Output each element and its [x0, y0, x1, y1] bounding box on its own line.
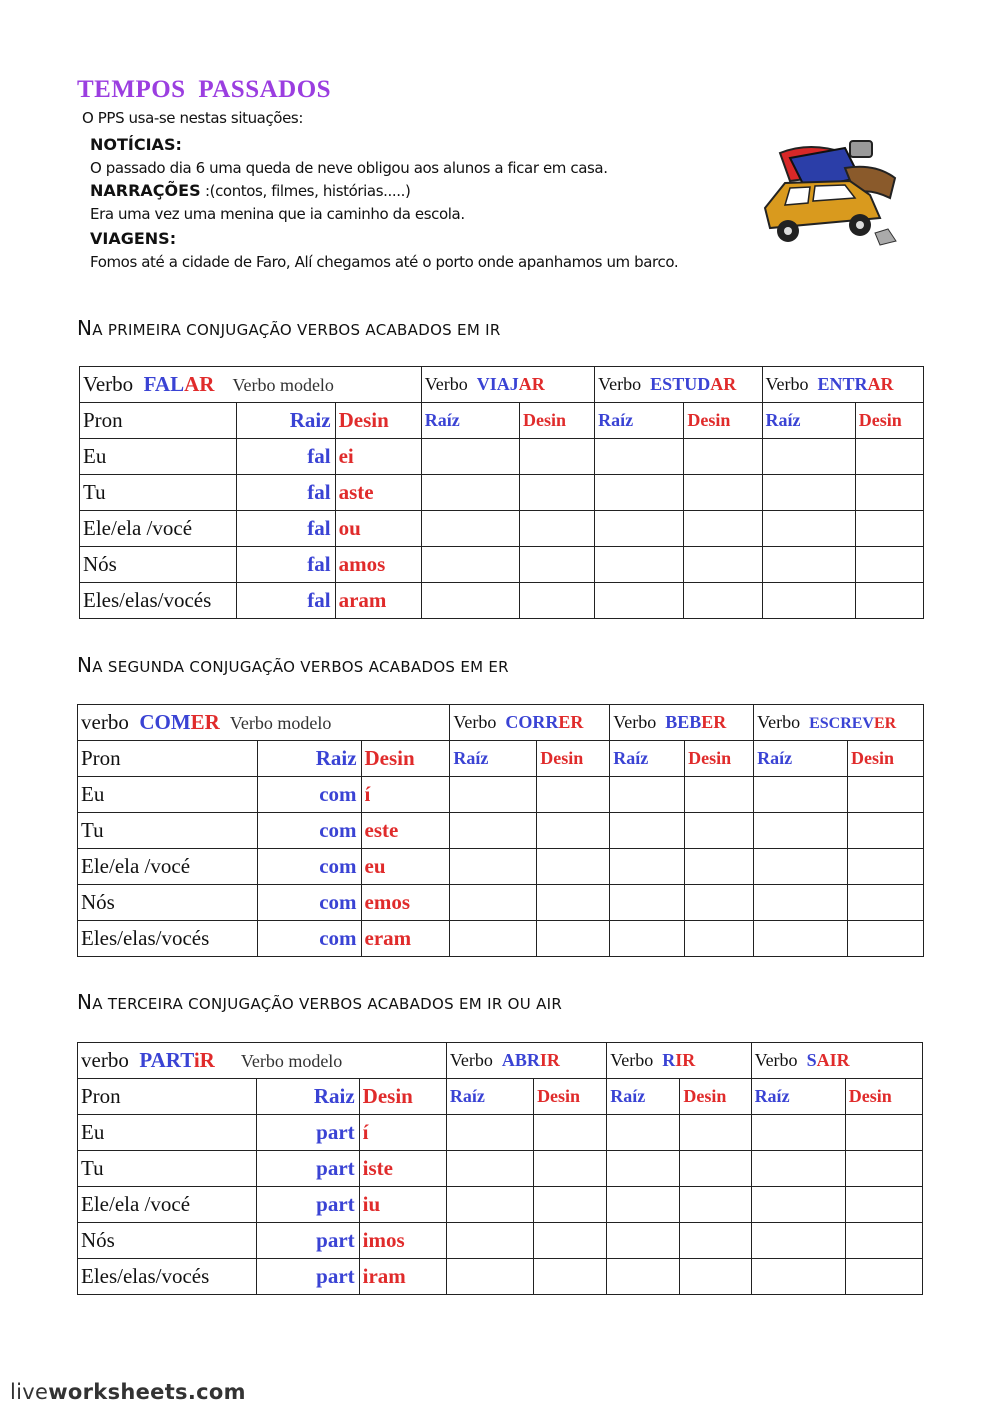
answer-cell[interactable] — [845, 1223, 922, 1259]
section-suffix: :(contos, filmes, histórias.....) — [200, 182, 411, 200]
answer-cell[interactable] — [751, 1223, 845, 1259]
answer-cell[interactable] — [446, 1223, 533, 1259]
table-row: Nós com emos — [78, 885, 924, 921]
answer-cell[interactable] — [421, 583, 519, 619]
answer-cell[interactable] — [845, 1187, 922, 1223]
answer-cell[interactable] — [762, 475, 855, 511]
answer-cell[interactable] — [855, 511, 923, 547]
table-row: Tu part iste — [78, 1151, 923, 1187]
answer-cell[interactable] — [607, 1115, 680, 1151]
answer-cell[interactable] — [845, 1115, 922, 1151]
section-noticias — [90, 133, 608, 180]
intro-text: O PPS usa-se nestas situações: — [82, 109, 303, 127]
answer-cell[interactable] — [520, 511, 595, 547]
conjugation-heading-3: NA TERCEIRA CONJUGAÇÃO VERBOS ACABADOS EM IR OU AIR — [77, 990, 563, 1014]
table-row: Eu part í — [78, 1115, 923, 1151]
answer-cell[interactable] — [607, 1223, 680, 1259]
answer-cell[interactable] — [762, 547, 855, 583]
car-with-luggage-icon — [750, 133, 900, 253]
conjugation-table-2: verbo COMER Verbo modelo Verbo CORRER Verbo BEBER Verbo ESCREVER Pron Raiz Desin Raíz Desin Raíz Desin Raíz Desin Eu com í Tu com este Ele/ela /vocé com eu Nós com emos Eles/elas/vocés com eram — [77, 704, 924, 957]
section-narracoes — [90, 179, 465, 226]
answer-cell[interactable] — [847, 885, 923, 921]
answer-cell[interactable] — [855, 547, 923, 583]
table-row: Tu com este — [78, 813, 924, 849]
answer-cell[interactable] — [762, 583, 855, 619]
conjugation-table-1: Verbo FALAR Verbo modelo Verbo VIAJAR Verbo ESTUDAR Verbo ENTRAR Pron Raiz Desin Raíz Desin Raíz Desin Raíz Desin Eu fal ei Tu fal aste Ele/ela /vocé fal ou Nós fal amos Eles/elas/vocés fal aram — [79, 366, 924, 619]
table-row: Eles/elas/vocés fal aram — [80, 583, 924, 619]
answer-cell[interactable] — [421, 547, 519, 583]
answer-cell[interactable] — [446, 1187, 533, 1223]
answer-cell[interactable] — [520, 475, 595, 511]
answer-cell[interactable] — [607, 1259, 680, 1295]
section-viagens — [90, 227, 750, 274]
answer-cell[interactable] — [450, 813, 537, 849]
answer-cell[interactable] — [446, 1151, 533, 1187]
answer-cell[interactable] — [847, 777, 923, 813]
answer-cell[interactable] — [534, 1187, 607, 1223]
section-text: Fomos até a cidade de Faro, Alí chegamos até o porto onde apanhamos um barco. — [90, 253, 679, 271]
answer-cell[interactable] — [537, 777, 610, 813]
answer-cell[interactable] — [751, 1115, 845, 1151]
section-text: Era uma vez uma menina que ia caminho da escola. — [90, 205, 465, 223]
answer-cell[interactable] — [751, 1259, 845, 1295]
answer-cell[interactable] — [520, 583, 595, 619]
answer-cell[interactable] — [754, 813, 848, 849]
section-heading: NARRAÇÕES — [90, 181, 201, 200]
answer-cell[interactable] — [684, 475, 762, 511]
answer-cell[interactable] — [680, 1115, 751, 1151]
answer-cell[interactable] — [684, 583, 762, 619]
answer-cell[interactable] — [450, 849, 537, 885]
answer-cell[interactable] — [450, 885, 537, 921]
answer-cell[interactable] — [446, 1259, 533, 1295]
table-row: Ele/ela /vocé com eu — [78, 849, 924, 885]
answer-cell[interactable] — [754, 885, 848, 921]
answer-cell[interactable] — [610, 885, 685, 921]
answer-cell[interactable] — [845, 1151, 922, 1187]
table-row: Nós fal amos — [80, 547, 924, 583]
answer-cell[interactable] — [610, 813, 685, 849]
conjugation-heading-2: NA SEGUNDA CONJUGAÇÃO VERBOS ACABADOS EM ER — [77, 653, 509, 677]
answer-cell[interactable] — [595, 547, 684, 583]
answer-cell[interactable] — [680, 1187, 751, 1223]
answer-cell[interactable] — [595, 475, 684, 511]
table-row: Ele/ela /vocé fal ou — [80, 511, 924, 547]
table-row: Eles/elas/vocés com eram — [78, 921, 924, 957]
answer-cell[interactable] — [421, 439, 519, 475]
answer-cell[interactable] — [610, 921, 685, 957]
liveworksheets-logo: liveworksheets.com — [10, 1380, 246, 1404]
answer-cell[interactable] — [680, 1151, 751, 1187]
answer-cell[interactable] — [446, 1115, 533, 1151]
answer-cell[interactable] — [685, 921, 754, 957]
answer-cell[interactable] — [680, 1259, 751, 1295]
answer-cell[interactable] — [610, 849, 685, 885]
answer-cell[interactable] — [685, 849, 754, 885]
answer-cell[interactable] — [845, 1259, 922, 1295]
section-text: O passado dia 6 uma queda de neve obligou aos alunos a ficar em casa. — [90, 159, 608, 177]
answer-cell[interactable] — [520, 547, 595, 583]
answer-cell[interactable] — [537, 885, 610, 921]
answer-cell[interactable] — [847, 921, 923, 957]
answer-cell[interactable] — [762, 439, 855, 475]
conjugation-table-3: verbo PARTiR Verbo modelo Verbo ABRIR Verbo RIR Verbo SAIR Pron Raiz Desin Raíz Desin Raíz Desin Raíz Desin Eu part í Tu part iste Ele/ela /vocé part iu Nós part imos Eles/elas/vocés part iram — [77, 1042, 923, 1295]
answer-cell[interactable] — [754, 849, 848, 885]
table-row: Nós part imos — [78, 1223, 923, 1259]
answer-cell[interactable] — [534, 1223, 607, 1259]
answer-cell[interactable] — [754, 777, 848, 813]
answer-cell[interactable] — [684, 439, 762, 475]
answer-cell[interactable] — [855, 439, 923, 475]
answer-cell[interactable] — [751, 1187, 845, 1223]
answer-cell[interactable] — [534, 1115, 607, 1151]
answer-cell[interactable] — [421, 475, 519, 511]
answer-cell[interactable] — [537, 813, 610, 849]
answer-cell[interactable] — [855, 475, 923, 511]
answer-cell[interactable] — [684, 547, 762, 583]
answer-cell[interactable] — [685, 885, 754, 921]
answer-cell[interactable] — [595, 439, 684, 475]
answer-cell[interactable] — [450, 921, 537, 957]
table-row: Eu fal ei — [80, 439, 924, 475]
table-row: Ele/ela /vocé part iu — [78, 1187, 923, 1223]
answer-cell[interactable] — [534, 1259, 607, 1295]
table-row: Eles/elas/vocés part iram — [78, 1259, 923, 1295]
answer-cell[interactable] — [680, 1223, 751, 1259]
answer-cell[interactable] — [520, 439, 595, 475]
page-title: TEMPOS PASSADOS — [77, 76, 332, 103]
table-row: Eu com í — [78, 777, 924, 813]
conjugation-heading-1: NA PRIMEIRA CONJUGAÇÃO VERBOS ACABADOS EM IR — [77, 316, 501, 340]
section-heading: NOTÍCIAS: — [90, 135, 182, 154]
answer-cell[interactable] — [762, 511, 855, 547]
answer-cell[interactable] — [847, 813, 923, 849]
answer-cell[interactable] — [537, 849, 610, 885]
answer-cell[interactable] — [751, 1151, 845, 1187]
answer-cell[interactable] — [685, 813, 754, 849]
answer-cell[interactable] — [421, 511, 519, 547]
answer-cell[interactable] — [595, 511, 684, 547]
answer-cell[interactable] — [607, 1187, 680, 1223]
answer-cell[interactable] — [847, 849, 923, 885]
answer-cell[interactable] — [754, 921, 848, 957]
answer-cell[interactable] — [534, 1151, 607, 1187]
answer-cell[interactable] — [595, 583, 684, 619]
answer-cell[interactable] — [610, 777, 685, 813]
answer-cell[interactable] — [685, 777, 754, 813]
answer-cell[interactable] — [855, 583, 923, 619]
answer-cell[interactable] — [537, 921, 610, 957]
answer-cell[interactable] — [684, 511, 762, 547]
section-heading: VIAGENS: — [90, 229, 177, 248]
answer-cell[interactable] — [607, 1151, 680, 1187]
answer-cell[interactable] — [450, 777, 537, 813]
table-row: Tu fal aste — [80, 475, 924, 511]
